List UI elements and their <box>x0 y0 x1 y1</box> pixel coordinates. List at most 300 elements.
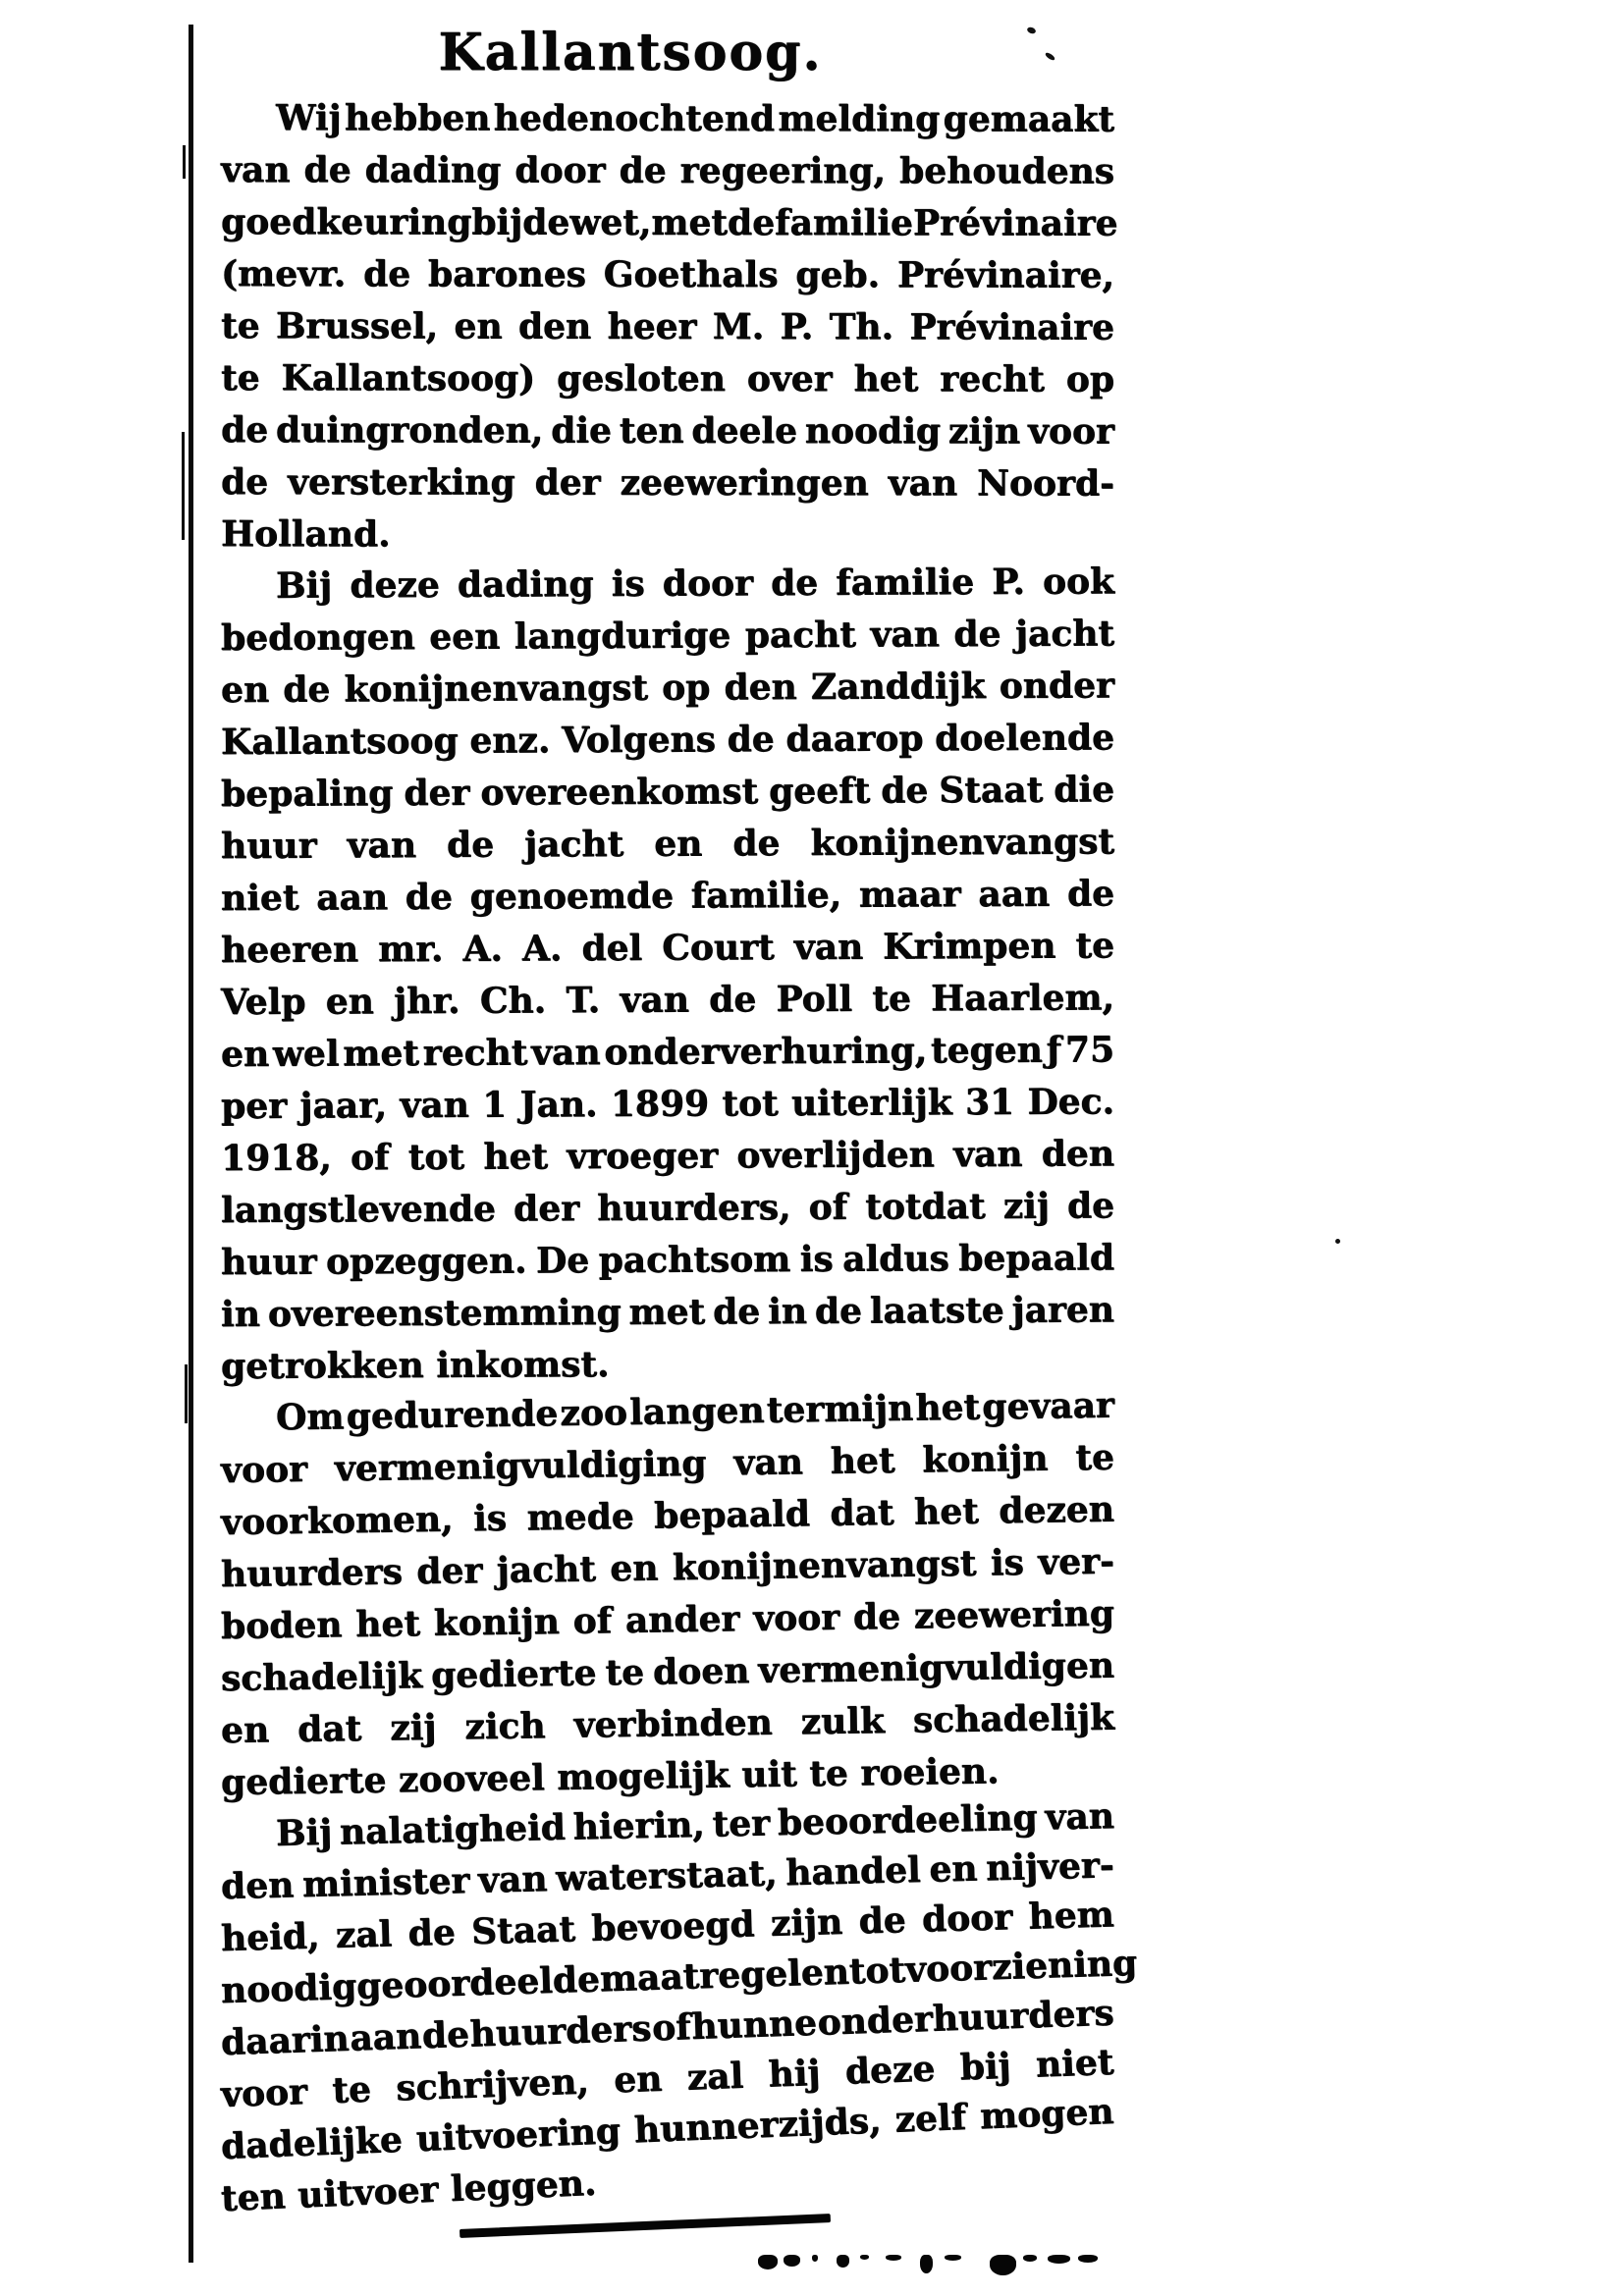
ink-blob <box>812 2255 818 2262</box>
word: gesloten <box>557 357 726 400</box>
word: schrijven, <box>395 2060 590 2109</box>
text-line <box>221 712 1114 769</box>
word: doen <box>652 1650 750 1693</box>
word: Jan. <box>519 1083 598 1126</box>
word: tegen <box>930 1029 1043 1072</box>
paragraph <box>220 1794 1138 2225</box>
word: deele <box>691 409 797 453</box>
ink-blob <box>837 2255 849 2268</box>
word: behoudens <box>898 150 1115 192</box>
word: een <box>429 615 501 658</box>
word: hunne <box>690 2002 818 2048</box>
word: ander <box>624 1598 740 1641</box>
word: van <box>1044 1794 1115 1839</box>
word: met <box>343 1032 419 1075</box>
word: met <box>628 1291 706 1333</box>
word: over <box>746 357 833 400</box>
word: jaar, <box>299 1085 388 1127</box>
word: Prévinaire <box>912 202 1118 244</box>
word: zal <box>335 1913 393 1956</box>
word: Poll <box>776 978 853 1021</box>
ink-blob <box>990 2255 1016 2275</box>
word: onderverhuring, <box>604 1030 928 1073</box>
word: beoordeeling <box>777 1796 1038 1844</box>
text-line <box>221 816 1114 873</box>
word: deze <box>350 563 440 607</box>
word: heeren <box>220 929 359 971</box>
word: en <box>609 1547 659 1590</box>
word: aan <box>978 873 1051 915</box>
word: Volgens <box>561 719 716 762</box>
article-title: Kallantsoog. <box>438 23 823 82</box>
word: totdat <box>865 1185 986 1228</box>
ink-blob <box>758 2255 778 2269</box>
word: is <box>611 562 645 605</box>
ink-blob <box>1023 2255 1037 2262</box>
word: konijnenvangst <box>672 1542 977 1589</box>
word: onderhuurders <box>816 1992 1115 2044</box>
word: voor <box>220 1448 308 1491</box>
word: bedongen <box>220 615 415 659</box>
word: mogen <box>979 2090 1115 2138</box>
word: 31 <box>964 1081 1015 1124</box>
word: zal <box>685 2055 744 2099</box>
word: vroeger <box>567 1135 719 1178</box>
word: jaren <box>1011 1289 1115 1331</box>
paragraph <box>220 1384 1115 1809</box>
word: maar <box>858 874 961 916</box>
word: overeenkomst <box>480 771 759 814</box>
word: P. <box>992 561 1025 603</box>
word: zij <box>1002 1185 1050 1227</box>
word: het <box>354 1602 421 1645</box>
word: den <box>1041 1133 1115 1175</box>
word: de <box>814 1290 863 1332</box>
word: Zanddijk <box>810 665 986 708</box>
word: enz. <box>469 720 551 762</box>
text-line <box>221 660 1114 717</box>
word: huur <box>220 825 317 867</box>
word: noodig <box>220 1965 357 2011</box>
ink-blob <box>920 2255 933 2273</box>
word: dadelijke <box>220 2118 404 2167</box>
word: daarin <box>220 2017 351 2063</box>
word: van <box>793 926 864 968</box>
clipped-next-line-fragment <box>758 2255 1102 2296</box>
word: pachtsom <box>598 1238 791 1281</box>
word: in <box>220 1293 260 1335</box>
word: aan <box>316 877 389 919</box>
word: met <box>651 201 728 243</box>
word: het <box>483 1136 549 1178</box>
text-line <box>221 1180 1114 1237</box>
word: het <box>853 358 919 400</box>
word: huur <box>220 1241 317 1283</box>
word: en <box>220 1709 270 1751</box>
text-line <box>221 300 1114 354</box>
word: Court <box>662 927 775 969</box>
word: noodig <box>804 410 941 453</box>
word: de <box>421 2013 470 2057</box>
word: die <box>551 409 612 452</box>
word: door <box>514 149 606 191</box>
word: zeeweringen <box>620 461 869 505</box>
word: Kallantsoog) <box>281 357 536 400</box>
word: hedenochtend <box>493 97 776 139</box>
word: en <box>613 2057 663 2102</box>
word: daarop <box>785 718 924 760</box>
word: genoemde <box>469 875 675 918</box>
word: 1 <box>481 1084 508 1126</box>
text-line <box>221 1232 1114 1289</box>
text-line <box>221 456 1114 510</box>
word: de <box>303 149 352 191</box>
word: den <box>517 305 592 347</box>
word: tot <box>407 1136 465 1179</box>
word: huurders <box>220 1551 404 1595</box>
column-divider-rule <box>189 25 193 2263</box>
ink-blob <box>784 2255 800 2267</box>
word: den <box>724 666 797 709</box>
word: heer <box>607 305 697 347</box>
word: of <box>350 1137 390 1179</box>
word: schadelijk <box>912 1696 1115 1741</box>
word: dezen <box>998 1488 1115 1532</box>
word: handel <box>784 1848 922 1895</box>
word: A. <box>521 928 563 970</box>
word: Goethals <box>603 253 779 295</box>
word: de <box>953 613 1001 656</box>
word: opzeggen. <box>325 1240 527 1283</box>
word: konijn <box>922 1437 1049 1481</box>
word: der <box>513 1188 580 1230</box>
word: te <box>331 2068 372 2111</box>
text-line: gedierte zooveel mogelijk uit te roeien. <box>220 1750 1000 1803</box>
word: der <box>415 1550 483 1593</box>
word: boden <box>220 1604 343 1647</box>
word: de <box>881 770 929 812</box>
word: en <box>220 668 270 711</box>
word: deze <box>844 2048 936 2093</box>
word: de <box>446 824 495 866</box>
word: en <box>654 823 703 865</box>
word: geeft <box>768 770 871 813</box>
word: de <box>407 1911 457 1954</box>
word: te <box>1075 925 1115 967</box>
text-line <box>221 972 1114 1029</box>
word: verbinden <box>573 1701 773 1746</box>
word: gemaakt <box>943 98 1115 140</box>
word: De <box>535 1240 590 1282</box>
word: wet, <box>569 201 652 243</box>
word: 1918, <box>220 1137 332 1179</box>
word: van <box>347 824 417 867</box>
word: dading <box>364 149 502 191</box>
word: en <box>325 981 374 1023</box>
word: voor <box>1027 410 1114 453</box>
word: overeenstemming <box>267 1291 622 1335</box>
word: de <box>1066 873 1115 915</box>
word: ten <box>619 409 684 452</box>
word: de <box>283 668 331 711</box>
word: langen <box>628 1389 765 1433</box>
text-line <box>221 352 1114 406</box>
word: ook <box>1042 561 1115 603</box>
word: jacht <box>496 1548 597 1591</box>
word: Prévinaire <box>909 306 1114 348</box>
word: maatregelen <box>599 1950 850 2001</box>
word: onder <box>999 665 1115 707</box>
word: Noord- <box>976 462 1115 505</box>
word: van <box>477 1857 548 1901</box>
text-line <box>221 92 1114 146</box>
word: bepaald <box>958 1237 1115 1280</box>
word: zijn <box>947 410 1021 453</box>
word: te <box>220 305 260 347</box>
ink-blob <box>945 2255 961 2261</box>
column-divider-rule-fragment <box>182 432 185 540</box>
word: aldus <box>841 1238 949 1280</box>
word: de <box>522 201 570 243</box>
word: de <box>732 823 781 865</box>
word: of <box>808 1186 848 1228</box>
text-line <box>221 556 1114 613</box>
text-line <box>221 920 1114 977</box>
word: op <box>1065 358 1114 400</box>
column-divider-rule-fragment <box>185 1364 188 1423</box>
word: del <box>581 927 643 970</box>
word: ver- <box>1037 1540 1115 1583</box>
text-line: getrokken inkomst. <box>220 1343 610 1387</box>
word: de <box>770 561 819 605</box>
text-line <box>221 404 1114 458</box>
word: van <box>620 979 689 1021</box>
word: langstlevende <box>220 1188 497 1231</box>
word: 75 <box>1064 1029 1115 1071</box>
word: duingronden, <box>275 409 544 452</box>
word: van <box>220 149 291 191</box>
word: het <box>830 1439 895 1482</box>
word: de <box>727 719 775 761</box>
article-body <box>220 92 1138 2225</box>
word: bepaling <box>220 773 394 815</box>
text-line <box>221 1284 1114 1341</box>
text-line <box>221 1024 1114 1081</box>
text-line: Holland. <box>220 513 391 556</box>
word: te <box>220 357 260 400</box>
word: Staat <box>939 769 1044 812</box>
text-line <box>221 868 1114 925</box>
word: doelende <box>934 717 1115 760</box>
word: aan <box>349 2015 422 2059</box>
word: hebben <box>344 97 491 139</box>
word: Brussel, <box>275 305 439 347</box>
word: zelf <box>893 2096 967 2141</box>
word: hierin, <box>572 1803 706 1848</box>
word: te <box>872 978 911 1020</box>
word: de <box>727 201 776 243</box>
word: konijnenvangst <box>810 821 1115 864</box>
word: zijn <box>770 1900 843 1945</box>
word: jacht <box>1014 613 1115 655</box>
word: familie, <box>690 874 842 917</box>
ink-blob <box>886 2255 901 2261</box>
text-line: ten uitvoer leggen. <box>220 2162 598 2219</box>
word: familie <box>774 201 913 244</box>
word: vermenigvuldigen <box>757 1644 1115 1691</box>
word: voor <box>220 2070 308 2115</box>
word: regeering, <box>679 149 887 192</box>
word: P. <box>780 305 814 348</box>
word: Krimpen <box>882 925 1056 968</box>
word: zij <box>389 1706 437 1749</box>
word: dading <box>457 563 594 606</box>
word: Kallantsoog <box>220 720 459 763</box>
word: de <box>709 979 757 1021</box>
word: de <box>220 461 269 504</box>
word: hij <box>767 2052 822 2096</box>
text-line <box>221 248 1114 302</box>
word: pacht <box>744 614 856 657</box>
word: door <box>662 562 754 605</box>
word: Velp <box>220 981 306 1023</box>
word: ƒ <box>1046 1029 1062 1071</box>
word: het <box>914 1386 981 1429</box>
word: jacht <box>523 823 624 866</box>
word: familie <box>836 561 975 604</box>
word: jhr. <box>393 980 460 1023</box>
word: de <box>619 149 667 191</box>
word: uitvoering <box>414 2109 622 2161</box>
word: A. <box>462 928 503 970</box>
word: de <box>1066 1185 1115 1227</box>
text-line <box>221 144 1114 198</box>
word: door <box>921 1896 1013 1941</box>
word: tot <box>722 1083 779 1125</box>
word: nalatigheid <box>339 1806 567 1853</box>
column-divider-rule-fragment <box>183 145 186 179</box>
word: termijn <box>766 1387 914 1431</box>
paragraph <box>220 92 1118 561</box>
word: te <box>605 1651 645 1694</box>
word: per <box>220 1085 288 1127</box>
word: de <box>362 253 411 295</box>
word: heid, <box>220 1915 320 1959</box>
word: recht <box>940 358 1045 400</box>
word: van <box>952 1133 1023 1176</box>
word: hem <box>1027 1894 1115 1938</box>
word: (mevr. <box>220 253 347 295</box>
word: van <box>530 1031 601 1074</box>
word: recht <box>422 1032 528 1074</box>
word: vermenigvuldiging <box>334 1442 707 1490</box>
word: minister <box>301 1859 470 1905</box>
word: barones <box>427 253 586 295</box>
ink-blob <box>860 2255 869 2260</box>
word: niet <box>220 877 299 919</box>
word: der <box>404 772 470 815</box>
word: Dec. <box>1027 1081 1115 1123</box>
word: te <box>1074 1436 1115 1479</box>
word: langdurige <box>514 614 731 658</box>
word: voorziening <box>904 1942 1138 1991</box>
word: Ch. <box>479 980 547 1022</box>
text-line <box>221 608 1114 665</box>
word: Haarlem, <box>930 977 1115 1020</box>
word: huurders, <box>597 1186 791 1229</box>
word: voorkomen, <box>220 1498 454 1543</box>
word: geb. <box>795 254 881 296</box>
word: melding <box>778 97 941 140</box>
word: schadelijk <box>220 1654 423 1699</box>
word: 1899 <box>610 1083 710 1125</box>
word: zeewering <box>913 1592 1115 1637</box>
word: niet <box>1035 2041 1115 2086</box>
word: den <box>220 1864 295 1907</box>
word: van <box>400 1084 469 1127</box>
word: Th. <box>829 306 894 348</box>
word: huurders <box>468 2007 653 2056</box>
word: en <box>454 305 503 347</box>
word: de <box>220 409 269 452</box>
word: bij <box>958 2045 1012 2089</box>
word: bepaald <box>653 1493 811 1537</box>
word: op <box>661 667 711 709</box>
word: dat <box>830 1491 894 1534</box>
word: waterstaat, <box>555 1852 779 1899</box>
word: overlijden <box>736 1134 935 1177</box>
word: zich <box>464 1705 546 1748</box>
word: tot <box>848 1949 906 1993</box>
word: de <box>405 876 453 919</box>
word: voor <box>752 1596 840 1639</box>
word: goedkeuring <box>220 201 472 243</box>
word: dat <box>297 1707 362 1750</box>
article-column <box>220 22 1138 2225</box>
word: geoordeelde <box>355 1958 601 2007</box>
word: is <box>799 1238 834 1280</box>
text-line <box>221 1128 1114 1185</box>
word: gedurende <box>346 1392 559 1438</box>
word: Staat <box>470 1908 576 1953</box>
word: konijnenvangst <box>344 667 649 711</box>
word: van <box>870 614 940 656</box>
word: gedierte <box>430 1652 597 1696</box>
word: konijn <box>433 1600 561 1644</box>
word: van <box>888 462 958 505</box>
word: bevoegd <box>590 1903 756 1949</box>
word: mede <box>526 1495 634 1539</box>
word: Prévinaire, <box>896 254 1115 296</box>
word: is <box>990 1541 1025 1584</box>
word: wel <box>272 1033 340 1075</box>
word: de <box>852 1595 901 1638</box>
ink-speck <box>1335 1239 1340 1244</box>
word: uiterlijk <box>790 1082 952 1124</box>
word: de <box>857 1899 907 1943</box>
text-line <box>221 764 1114 821</box>
word: der <box>534 461 601 504</box>
word: die <box>1054 769 1115 811</box>
ink-blob <box>1048 2255 1070 2264</box>
word: laatste <box>869 1289 1004 1332</box>
word: en <box>220 1033 270 1075</box>
word: versterking <box>287 461 515 504</box>
word: of <box>651 2005 692 2050</box>
word: en <box>928 1847 978 1891</box>
word: van <box>733 1441 804 1484</box>
word: M. <box>712 305 765 347</box>
